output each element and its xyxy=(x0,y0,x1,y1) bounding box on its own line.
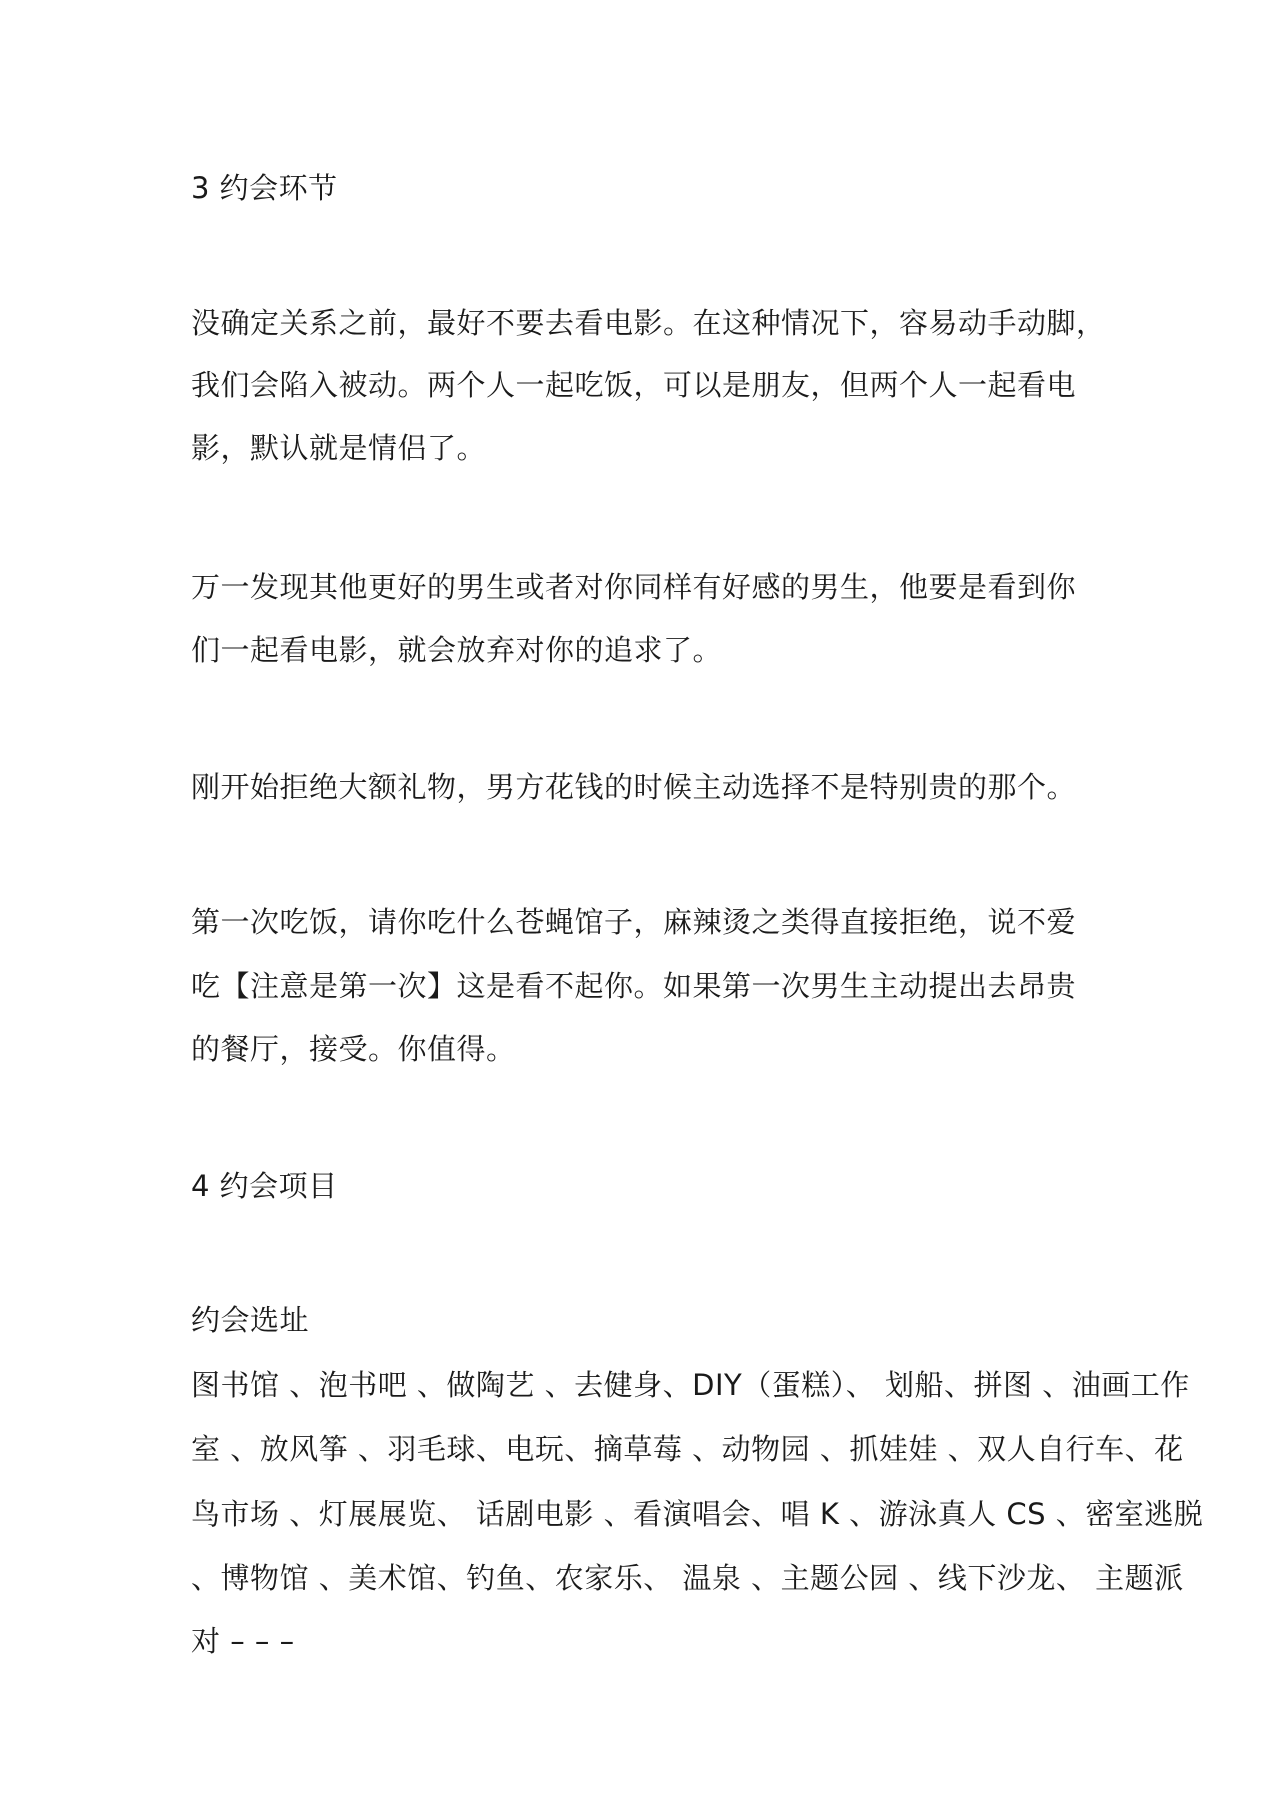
section-3-heading: 3 约会环节 xyxy=(191,171,338,205)
paragraph-1-line-2: 我们会陷入被动。两个人一起吃饭，可以是朋友，但两个人一起看电 xyxy=(191,368,1077,402)
venue-list-line-4: 、博物馆 、美术馆、钓鱼、农家乐、 温泉 、主题公园 、线下沙龙、 主题派 xyxy=(191,1561,1184,1595)
paragraph-2-line-1: 万一发现其他更好的男生或者对你同样有好感的男生，他要是看到你 xyxy=(191,570,1077,604)
section-4-heading: 4 约会项目 xyxy=(191,1169,338,1203)
venue-list-line-3: 鸟市场 、灯展展览、 话剧电影 、看演唱会、唱 K 、游泳真人 CS 、密室逃脱 xyxy=(191,1497,1204,1531)
venue-subheading: 约会选址 xyxy=(191,1303,310,1337)
paragraph-1-line-3: 影，默认就是情侣了。 xyxy=(191,431,487,465)
paragraph-1-line-1: 没确定关系之前，最好不要去看电影。在这种情况下，容易动手动脚， xyxy=(191,306,1106,340)
paragraph-4-line-3: 的餐厅，接受。你值得。 xyxy=(191,1032,516,1066)
paragraph-4-line-2: 吃【注意是第一次】这是看不起你。如果第一次男生主动提出去昂贵 xyxy=(191,969,1077,1003)
venue-list-line-5: 对 – – – xyxy=(191,1624,295,1658)
venue-list-line-2: 室 、放风筝 、羽毛球、电玩、摘草莓 、动物园 、抓娃娃 、双人自行车、花 xyxy=(191,1432,1184,1466)
paragraph-4-line-1: 第一次吃饭，请你吃什么苍蝇馆子，麻辣烫之类得直接拒绝，说不爱 xyxy=(191,905,1077,939)
venue-list-line-1: 图书馆 、泡书吧 、做陶艺 、去健身、DIY（蛋糕）、 划船、拼图 、油画工作 xyxy=(191,1368,1190,1402)
paragraph-3-line-1: 刚开始拒绝大额礼物，男方花钱的时候主动选择不是特别贵的那个。 xyxy=(191,770,1077,804)
paragraph-2-line-2: 们一起看电影，就会放弃对你的追求了。 xyxy=(191,633,723,667)
